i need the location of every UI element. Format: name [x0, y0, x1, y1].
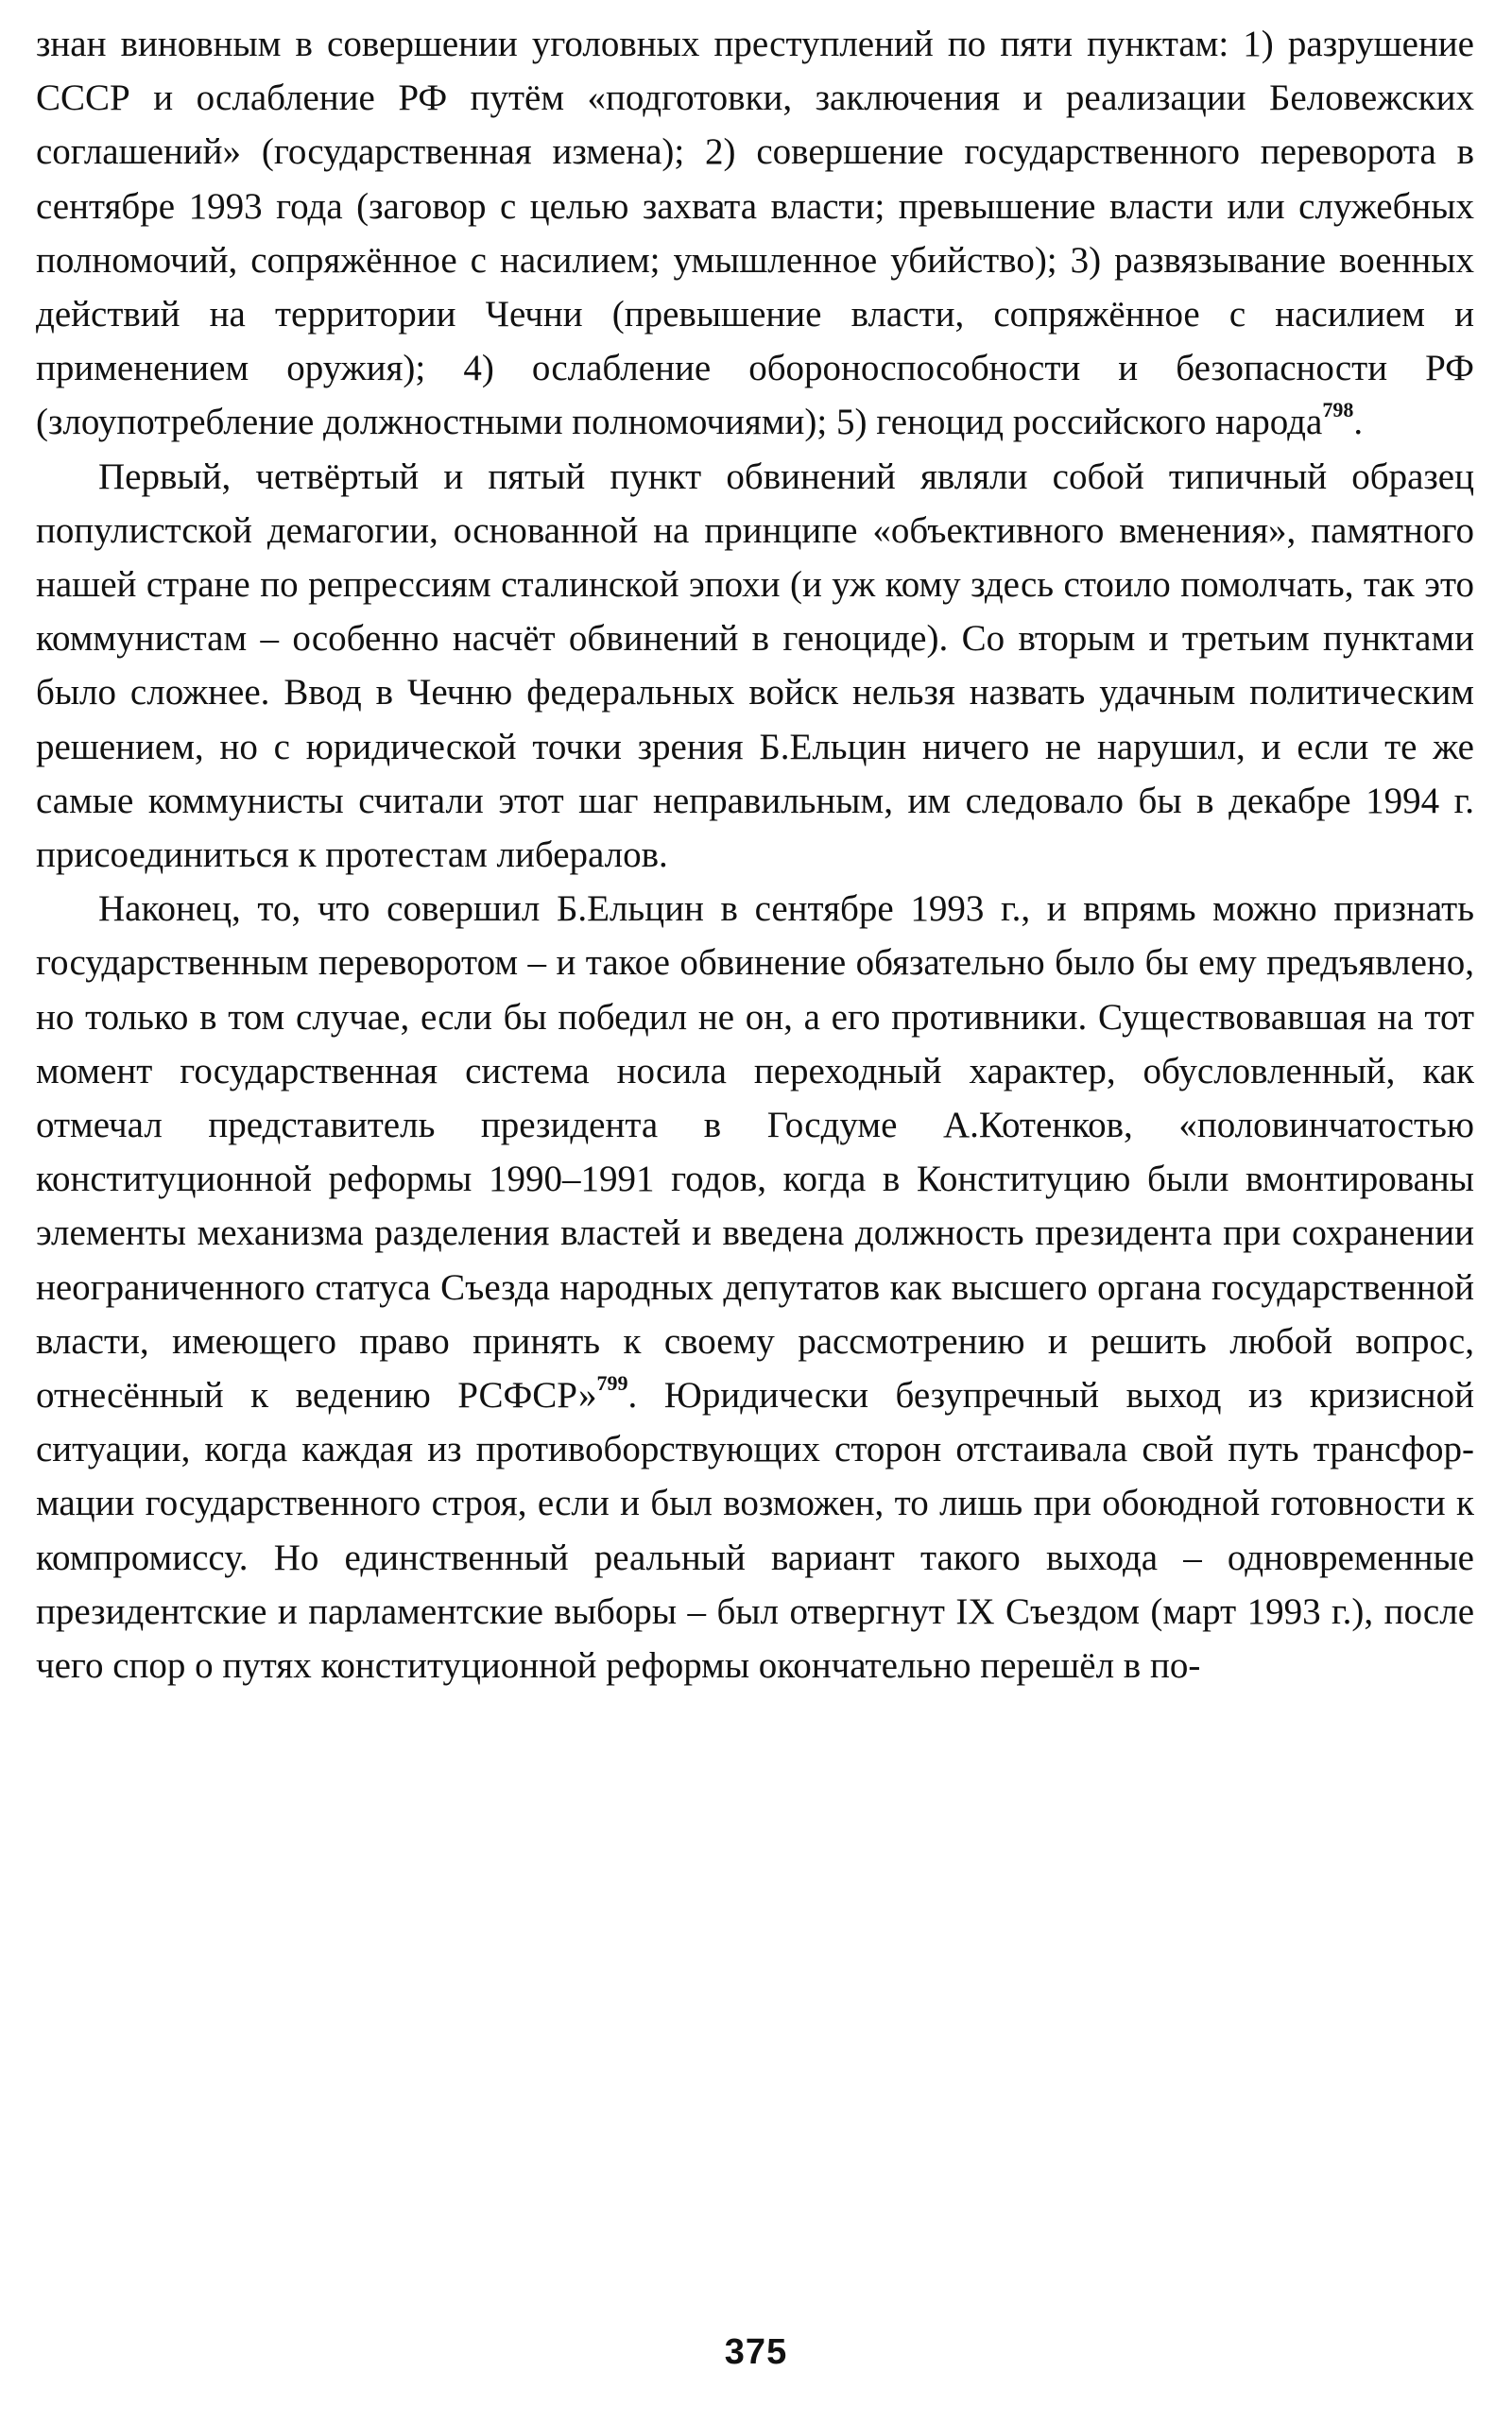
- paragraph-1: [36, 17, 1474, 450]
- paragraph-2-text: Первый, четвёртый и пятый пункт обвинений являли собой типичный образец популистской демагогии, основанной на принципе «объективного вменения», памятного нашей стране по репрессиям сталинской эпохи (и уж кому здесь стоило помолчать, так это коммунистам – особенно насчёт обвинений в геноциде). Со вторым и третьим пунктами было сложнее. Ввод в Чечню федеральных войск нельзя назвать удачным политическим решением, но с юридической точки зрения Б.Ельцин ничего не нарушил, и если те же самые коммунисты считали этот шаг неправильным, им следовало бы в декабре 1994 г. присоединиться к протестам либералов.: [36, 455, 1474, 876]
- paragraph-1-text: знан виновным в совершении уголовных преступлений по пяти пунктам: 1) разрушение СССР и ослабление РФ путём «подготовки, заключения и реализации Беловежских соглашений» (государственная измена); 2) совершение государственного переворота в сентябре 1993 года (заговор с целью захвата власти; превышение власти или служебных полномочий, сопряжённое с насилием; умышленное убийство); 3) развязывание военных действий на территории Чечни (превышение власти, сопряжённое с насилием и применением оружия); 4) ослабление обороноспособности и безопасности РФ (злоупотребление должностными полномочиями); 5) геноцид российского народа: [36, 24, 1474, 443]
- paragraph-1-tail: .: [1353, 402, 1364, 443]
- paragraph-2: [36, 450, 1474, 883]
- paragraph-3-text-before: Наконец, то, что совершил Б.Ельцин в сентябре 1993 г., и впрямь можно признать государственным переворотом – и такое обвинение обязательно было бы ему предъявлено, но только в том случае, если бы победил не он, а его противники. Существовавшая на тот момент государственная система носила переходный характер, обусловленный, как отмечал представитель президента в Госдуме А.Котенков, «половинчатостью конституционной реформы 1990–1991 годов, когда в Конституцию были вмонтированы элементы механизма разделения властей и введена должность президента при сохранении неограниченного статуса Съезда народных депутатов как высшего органа государственной власти, имеющего право принять к своему рассмотрению и решить любой вопрос, отнесённый к ведению РСФСР»: [36, 888, 1474, 1417]
- paragraph-3-text-after: . Юридически безупречный выход из кризисной ситуации, когда каждая из противоборствующих сторон отстаивала свой путь трансформации государственного строя, если и был возможен, то лишь при обоюдной готовности к компромиссу. Но единственный реальный вариант такого выхода – одновременные президентские и парламентские выборы – был отвергнут IX Съездом (март 1993 г.), после чего спор о путях конституционной реформы окончательно перешёл в по-: [36, 1375, 1474, 1687]
- footnote-ref-799[interactable]: 799: [596, 1371, 628, 1396]
- footnote-ref-798[interactable]: 798: [1322, 398, 1354, 422]
- paragraph-3: [36, 882, 1474, 1693]
- page-number: 375: [724, 2332, 788, 2372]
- book-page: [36, 17, 1474, 1693]
